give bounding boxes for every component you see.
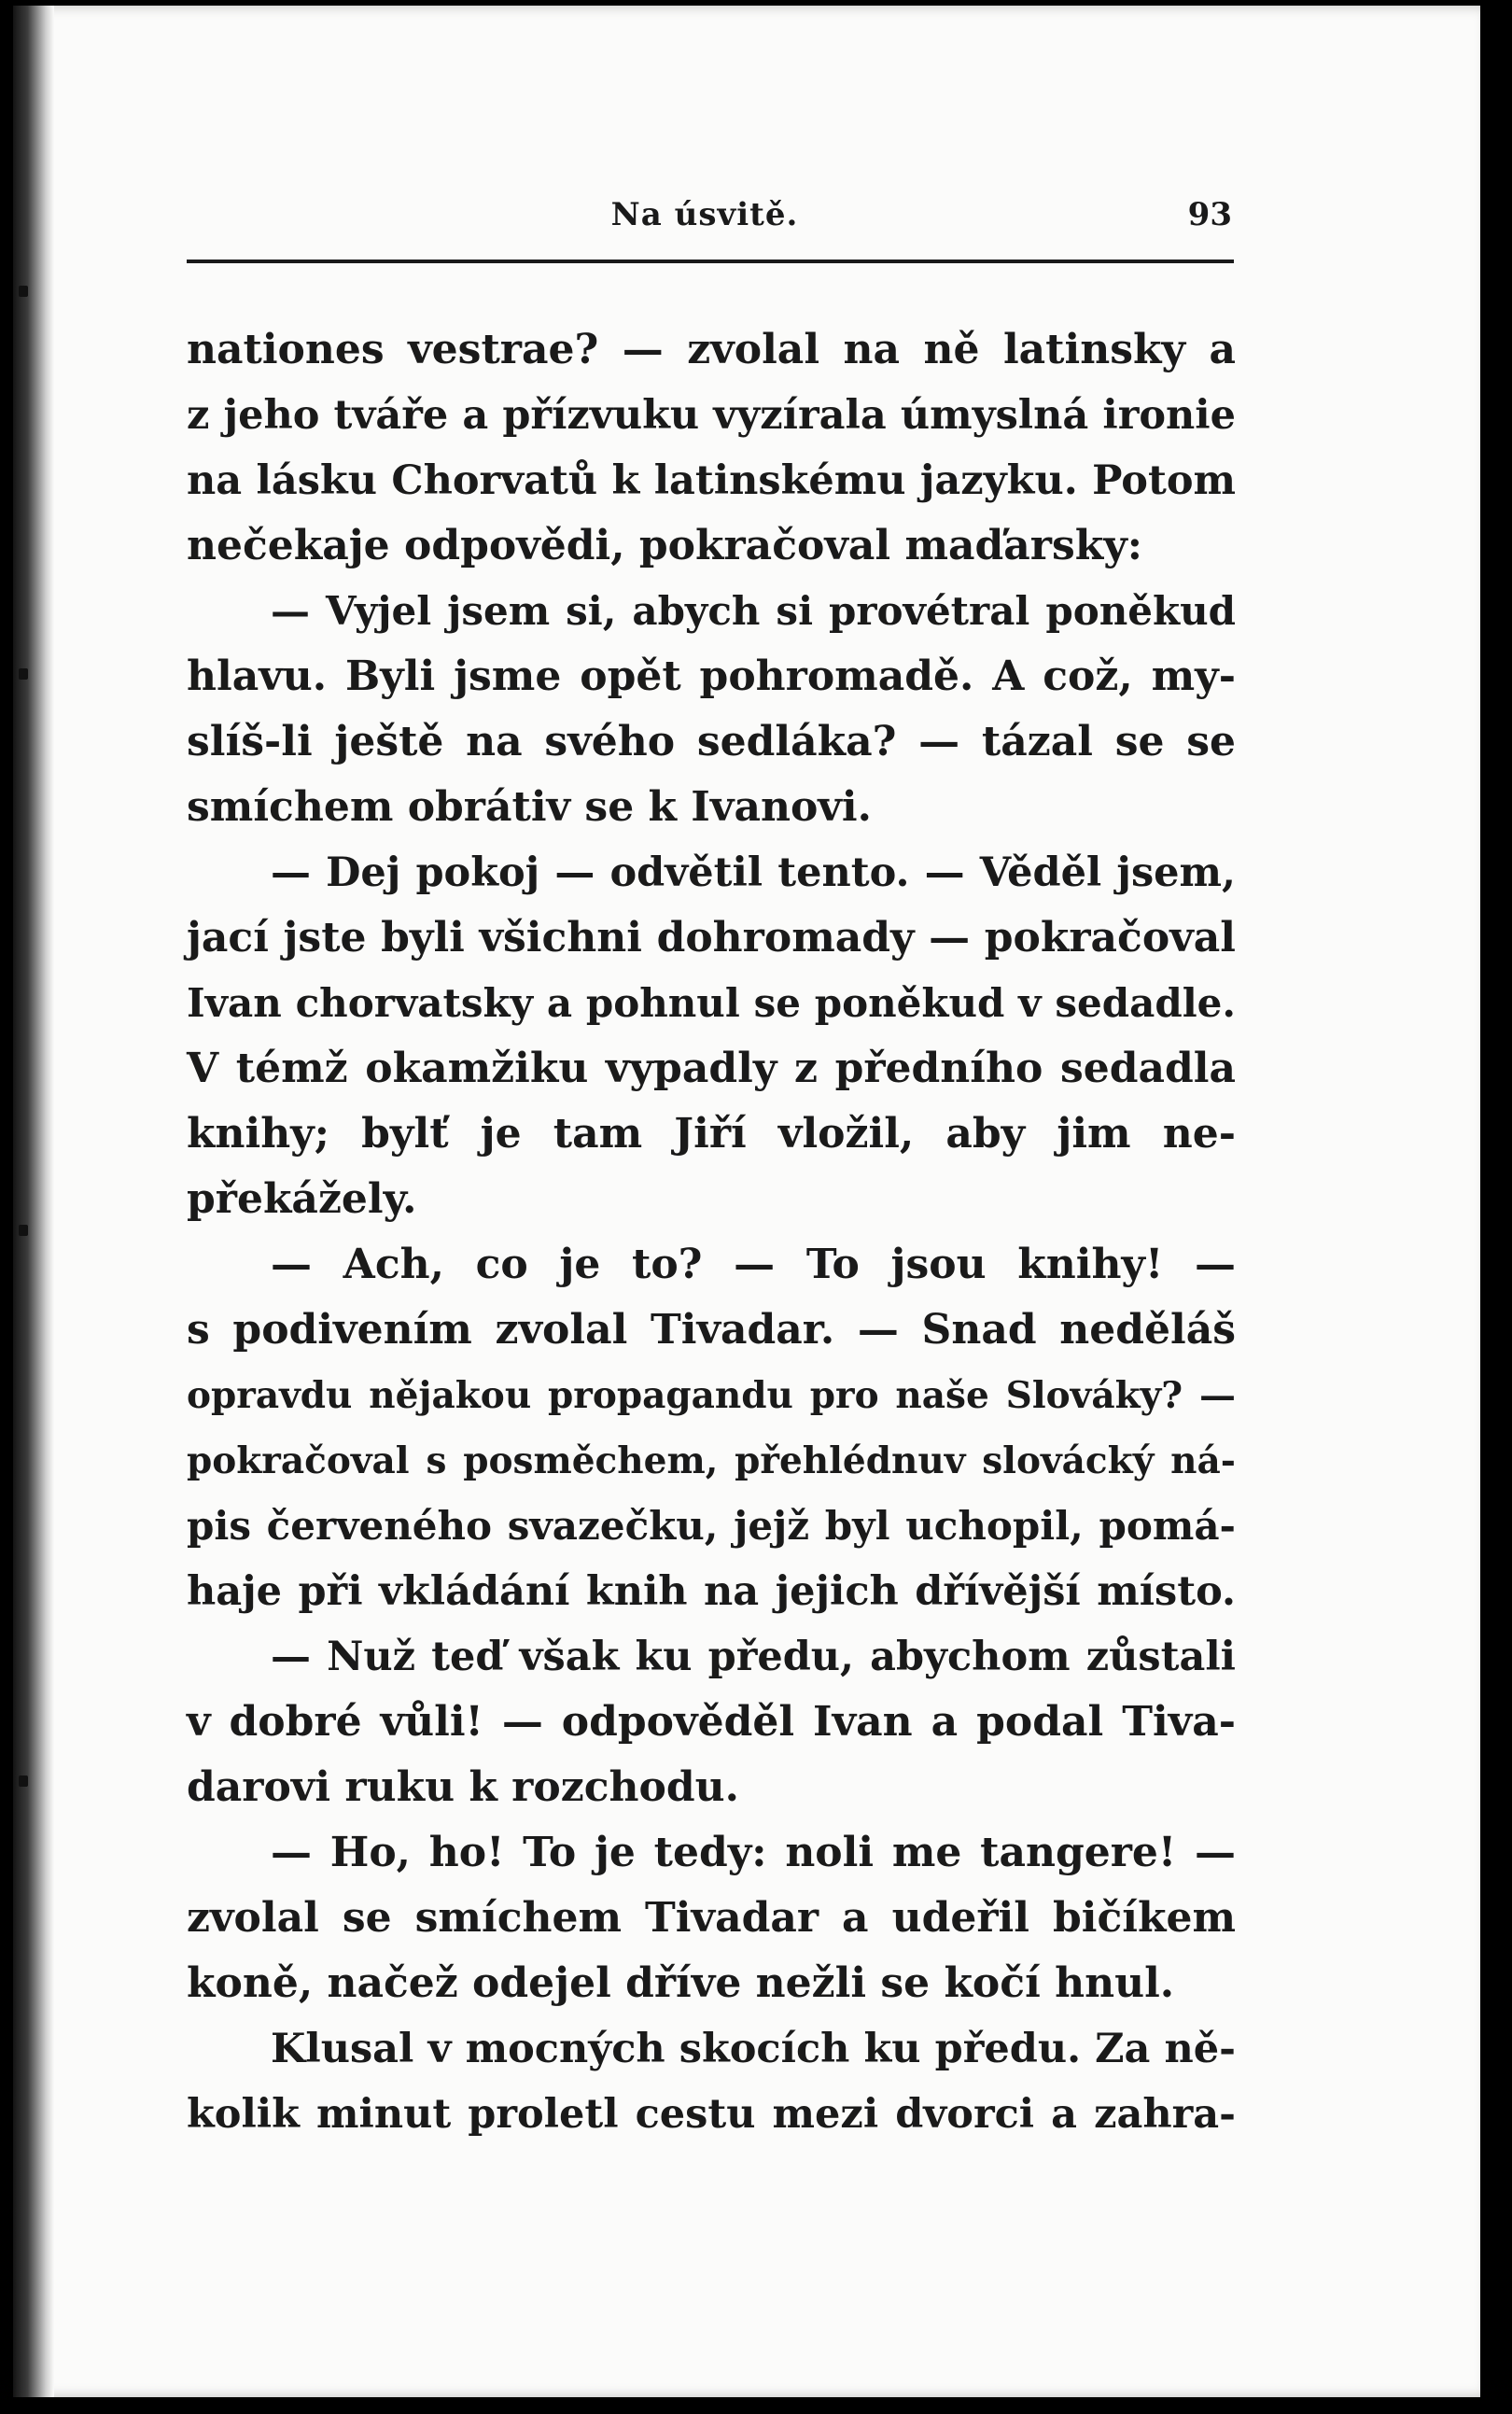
- text-line: V témž okamžiku vypadly z předního sedadla: [187, 1045, 1236, 1092]
- text-line: — Dej pokoj — odvětil tento. — Věděl jsem,: [271, 849, 1236, 896]
- binding-mark: [19, 286, 28, 297]
- text-line: slíš-li ještě na svého sedláka? — tázal se se: [187, 718, 1236, 765]
- text-line: na lásku Chorvatů k latinskému jazyku. Potom: [187, 457, 1236, 504]
- text-line: Klusal v mocných skocích ku předu. Za ně-: [271, 2026, 1236, 2072]
- running-title: Na úsvitě.: [610, 196, 799, 233]
- header-rule: [187, 260, 1234, 263]
- text-line: — Vyjel jsem si, abych si provétral poněkud: [271, 588, 1236, 634]
- body-text: [187, 317, 1236, 2147]
- text-line: koně, načež odejel dříve nežli se kočí hnul.: [187, 1959, 1175, 2007]
- text-line: smíchem obrátiv se k Ivanovi.: [187, 783, 872, 831]
- text-line: — Ho, ho! To je tedy: noli me tangere! —: [271, 1829, 1236, 1876]
- binding-mark: [19, 1775, 28, 1787]
- text-line: v dobré vůli! — odpověděl Ivan a podal Tiva-: [187, 1698, 1236, 1746]
- text-line: nationes vestrae? — zvolal na ně latinsky a: [187, 326, 1236, 373]
- binding-mark: [19, 668, 28, 680]
- text-line: hlavu. Byli jsme opět pohromadě. A což, my-: [187, 653, 1236, 700]
- text-line: pis červeného svazečku, jejž byl uchopil, pomá-: [187, 1503, 1236, 1549]
- text-line: jací jste byli všichni dohromady — pokračoval: [187, 914, 1236, 961]
- text-line: — Ach, co je to? — To jsou knihy! —: [271, 1241, 1236, 1288]
- text-line: knihy; bylť je tam Jiří vložil, aby jim ne-: [187, 1110, 1236, 1158]
- binding-mark: [19, 1225, 28, 1236]
- text-line: pokračoval s posměchem, přehlédnuv slovácký ná-: [187, 1439, 1236, 1482]
- text-line: — Nuž teď však ku předu, abychom zůstali: [271, 1634, 1236, 1680]
- text-line: kolik minut proletl cestu mezi dvorci a zahra-: [187, 2091, 1236, 2138]
- page-header: [177, 196, 1232, 252]
- text-line: opravdu nějakou propagandu pro naše Slováky? —: [187, 1374, 1236, 1417]
- binding-edge: [13, 6, 54, 2397]
- text-line: z jeho tváře a přízvuku vyzírala úmyslná ironie: [187, 392, 1236, 439]
- text-line: darovi ruku k rozchodu.: [187, 1763, 739, 1811]
- text-line: překážely.: [187, 1175, 417, 1223]
- text-line: nečekaje odpovědi, pokračoval maďarsky:: [187, 522, 1143, 569]
- text-line: s podivením zvolal Tivadar. — Snad neděláš: [187, 1306, 1236, 1354]
- text-line: haje při vkládání knih na jejich dřívější místo.: [187, 1568, 1236, 1615]
- text-line: zvolal se smíchem Tivadar a udeřil bičíkem: [187, 1894, 1236, 1942]
- text-line: Ivan chorvatsky a pohnul se poněkud v sedadle.: [187, 980, 1236, 1026]
- page-number: 93: [1187, 196, 1232, 233]
